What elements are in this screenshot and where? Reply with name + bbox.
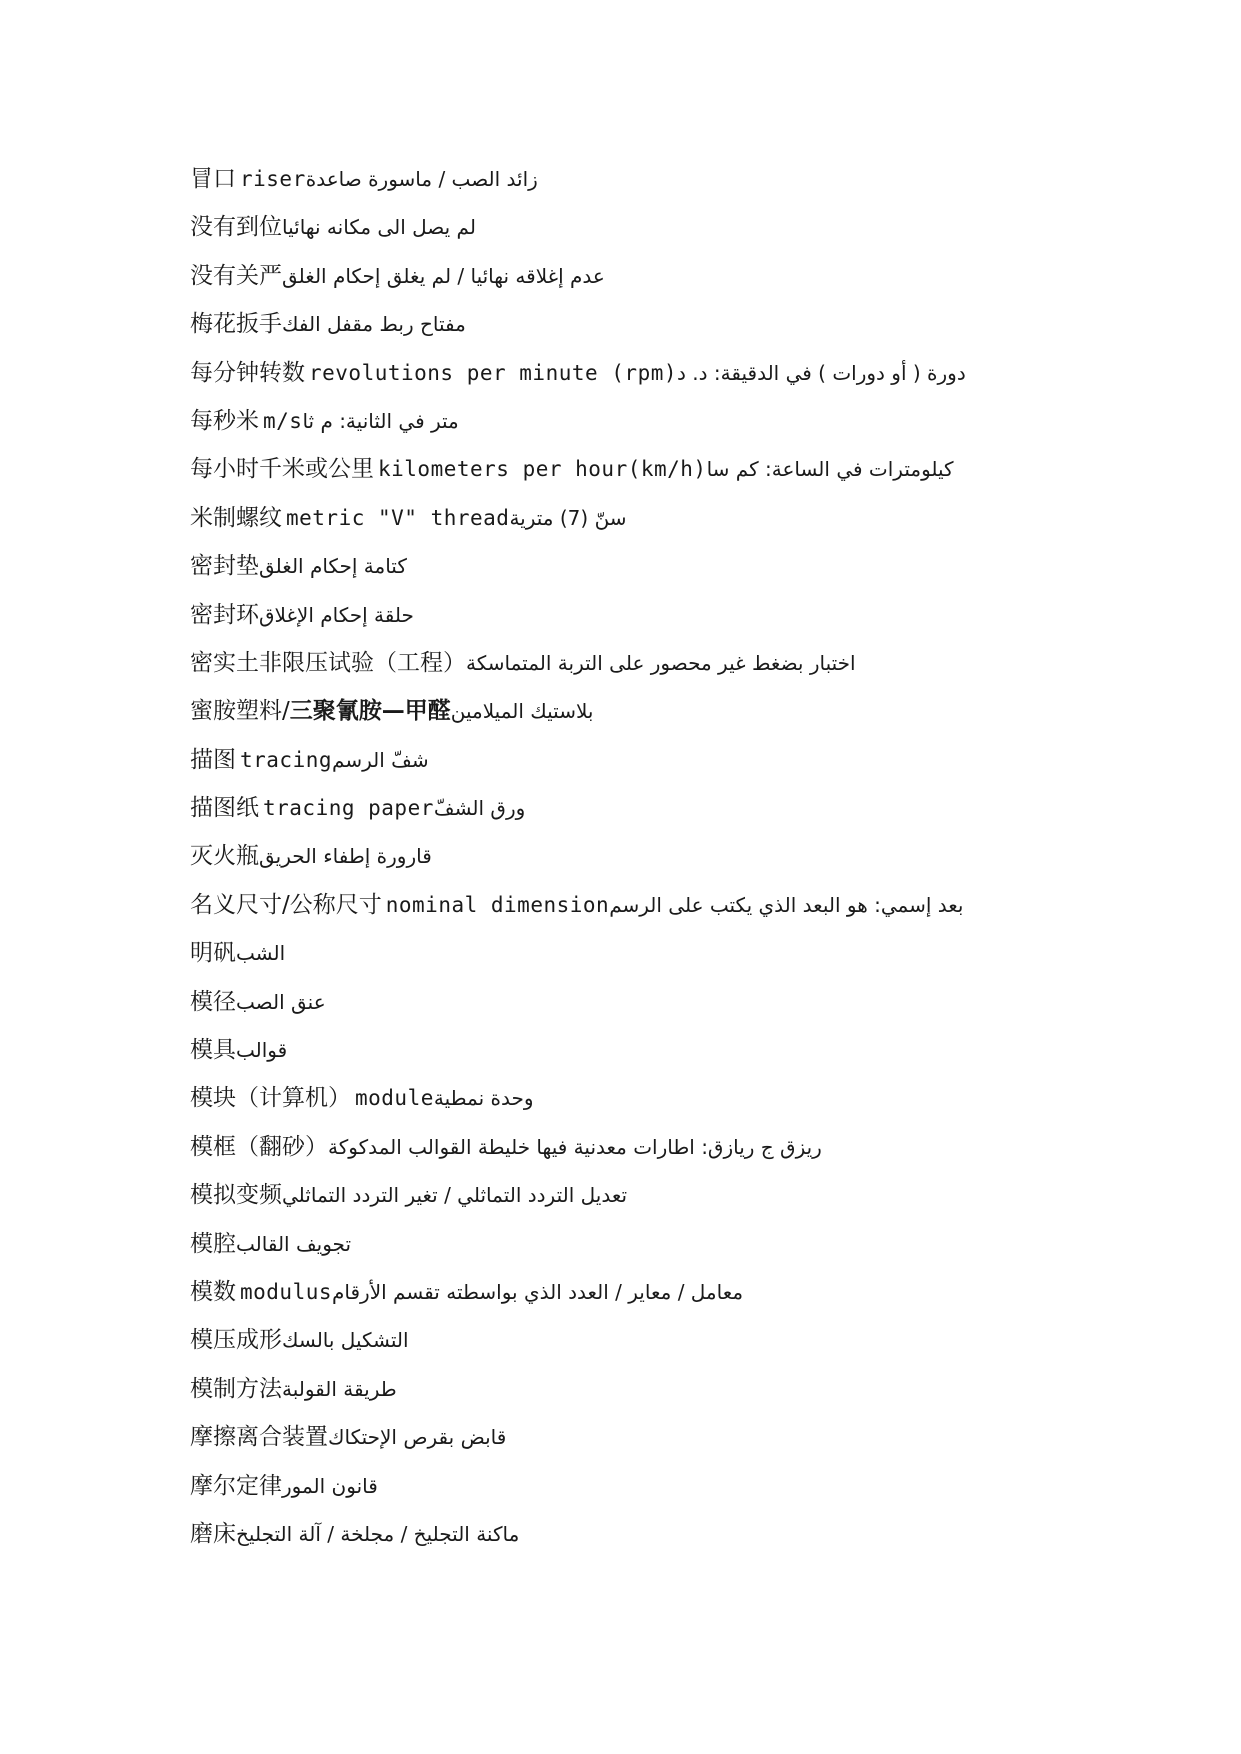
arabic-translation: تعديل التردد التماثلي / تغير التردد التماثلي bbox=[282, 1183, 628, 1208]
glossary-entry bbox=[190, 1268, 1190, 1316]
arabic-translation: كتامة إحكام الغلق bbox=[259, 554, 407, 579]
chinese-term: 模块（计算机） bbox=[190, 1085, 351, 1112]
glossary-entry bbox=[190, 1123, 1190, 1171]
chinese-term: 模数 bbox=[190, 1278, 236, 1305]
english-term: tracing bbox=[240, 747, 333, 772]
glossary-entry bbox=[190, 736, 1190, 784]
glossary-entry bbox=[190, 155, 1190, 203]
arabic-translation: تجويف القالب bbox=[236, 1231, 352, 1256]
arabic-translation: ورق الشفّ bbox=[433, 796, 526, 821]
english-term: module bbox=[355, 1086, 434, 1111]
arabic-translation: اختبار بضغط غير محصور على التربة المتماسكة bbox=[466, 650, 856, 675]
glossary-entry bbox=[190, 784, 1190, 832]
chinese-term: 摩擦离合装置 bbox=[190, 1424, 328, 1451]
glossary-entry bbox=[190, 639, 1190, 687]
chinese-term: 每分钟转数 bbox=[190, 359, 305, 386]
glossary-entry bbox=[190, 397, 1190, 445]
chinese-term: 磨床 bbox=[190, 1520, 236, 1547]
arabic-translation: متر في الثانية: م ثا bbox=[302, 408, 459, 433]
arabic-translation: لم يصل الى مكانه نهائيا bbox=[282, 215, 476, 240]
arabic-translation: حلقة إحكام الإغلاق bbox=[259, 602, 414, 627]
chinese-term: 模制方法 bbox=[190, 1375, 282, 1402]
glossary-entry bbox=[190, 1074, 1190, 1122]
glossary-entry bbox=[190, 1316, 1190, 1364]
chinese-term: 每小时千米或公里 bbox=[190, 456, 374, 483]
english-term: revolutions per minute (rpm) bbox=[309, 360, 678, 385]
glossary-entry bbox=[190, 978, 1190, 1026]
arabic-translation: قابض بقرص الإحتكاك bbox=[328, 1425, 507, 1450]
arabic-translation: بلاستيك الميلامين bbox=[450, 699, 594, 724]
arabic-translation: قوالب bbox=[236, 1038, 288, 1063]
chinese-term: 冒口 bbox=[190, 166, 236, 192]
chinese-term: 米制螺纹 bbox=[190, 504, 282, 531]
chinese-term: 蜜胺塑料/ bbox=[190, 698, 290, 725]
glossary-entry bbox=[190, 832, 1190, 880]
glossary-entry bbox=[190, 881, 1190, 929]
chinese-term: 密封垫 bbox=[190, 553, 259, 580]
arabic-translation: سنّ (7) مترية bbox=[509, 505, 627, 530]
english-term: metric "V" thread bbox=[286, 505, 510, 530]
glossary-entry bbox=[190, 1510, 1190, 1558]
glossary-entry bbox=[190, 929, 1190, 977]
chinese-term: 模径 bbox=[190, 988, 236, 1015]
glossary-entry bbox=[190, 494, 1190, 542]
arabic-translation: زائد الصب / ماسورة صاعدة bbox=[305, 167, 538, 191]
glossary-entry bbox=[190, 1462, 1190, 1510]
arabic-translation: بعد إسمي: هو البعد الذي يكتب على الرسم bbox=[609, 892, 964, 917]
chinese-term-bold: 三聚氰胺—甲醛 bbox=[289, 698, 451, 725]
english-term: modulus bbox=[240, 1279, 333, 1304]
chinese-term: 模具 bbox=[190, 1037, 236, 1064]
glossary-list bbox=[190, 155, 1190, 1558]
chinese-term: 梅花扳手 bbox=[190, 311, 282, 338]
chinese-term: 模压成形 bbox=[190, 1327, 282, 1354]
glossary-entry bbox=[190, 445, 1190, 493]
arabic-translation: الشب bbox=[236, 941, 286, 966]
arabic-translation: شفّ الرسم bbox=[332, 747, 429, 772]
glossary-entry bbox=[190, 542, 1190, 590]
glossary-entry bbox=[190, 1026, 1190, 1074]
glossary-entry bbox=[190, 687, 1190, 735]
chinese-term: 每秒米 bbox=[190, 407, 259, 434]
chinese-term: 灭火瓶 bbox=[190, 843, 259, 870]
arabic-translation: ريزق ج ريازق: اطارات معدنية فيها خليطة القوالب المدكوكة bbox=[328, 1134, 822, 1159]
chinese-term: 名义尺寸/公称尺寸 bbox=[190, 891, 382, 918]
arabic-translation: قارورة إطفاء الحريق bbox=[259, 844, 432, 869]
glossary-entry bbox=[190, 591, 1190, 639]
chinese-term: 模腔 bbox=[190, 1230, 236, 1257]
chinese-term: 描图纸 bbox=[190, 795, 259, 822]
arabic-translation: دورة ( أو دورات ) في الدقيقة: د. د bbox=[677, 360, 966, 385]
glossary-entry bbox=[190, 300, 1190, 348]
arabic-translation: عدم إغلاقه نهائيا / لم يغلق إحكام الغلق bbox=[282, 263, 605, 288]
english-term: kilometers per hour(km/h) bbox=[378, 457, 707, 482]
glossary-entry bbox=[190, 203, 1190, 251]
glossary-entry bbox=[190, 252, 1190, 300]
glossary-entry bbox=[190, 1171, 1190, 1219]
chinese-term: 模拟变频 bbox=[190, 1182, 282, 1209]
arabic-translation: ماكنة التجليخ / مجلخة / آلة التجليخ bbox=[236, 1521, 520, 1546]
english-term: riser bbox=[240, 167, 306, 191]
arabic-translation: قانون المور bbox=[282, 1473, 378, 1498]
chinese-term: 摩尔定律 bbox=[190, 1472, 282, 1499]
chinese-term: 没有关严 bbox=[190, 262, 282, 289]
chinese-term: 密封环 bbox=[190, 601, 259, 628]
english-term: nominal dimension bbox=[385, 892, 610, 917]
arabic-translation: وحدة نمطية bbox=[433, 1086, 534, 1111]
glossary-entry bbox=[190, 1413, 1190, 1461]
glossary-entry bbox=[190, 1365, 1190, 1413]
chinese-term: 没有到位 bbox=[190, 214, 282, 241]
english-term: m/s bbox=[263, 408, 303, 433]
arabic-translation: معامل / معاير / العدد الذي بواسطته تقسم الأرقام bbox=[332, 1279, 744, 1304]
chinese-term: 密实土非限压试验（工程） bbox=[190, 649, 466, 676]
glossary-entry bbox=[190, 1220, 1190, 1268]
arabic-translation: مفتاح ربط مقفل الفك bbox=[282, 312, 466, 337]
chinese-term: 描图 bbox=[190, 746, 236, 773]
glossary-entry bbox=[190, 349, 1190, 397]
arabic-translation: كيلومترات في الساعة: كم سا bbox=[706, 457, 954, 482]
arabic-translation: التشكيل بالسك bbox=[282, 1328, 409, 1353]
arabic-translation: عنق الصب bbox=[236, 989, 326, 1014]
chinese-term: 明矾 bbox=[190, 940, 236, 967]
chinese-term: 模框（翻砂） bbox=[190, 1133, 328, 1160]
english-term: tracing paper bbox=[263, 796, 434, 821]
arabic-translation: طريقة القولبة bbox=[282, 1376, 397, 1401]
